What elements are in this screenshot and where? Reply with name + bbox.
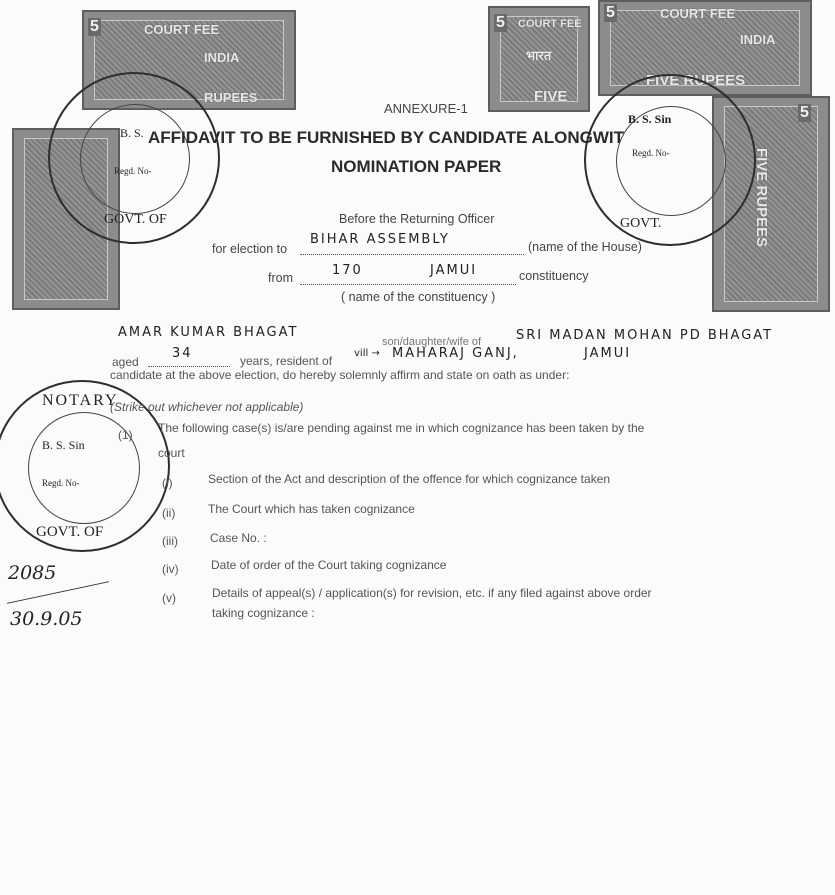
sub-item-num: (iii) xyxy=(162,534,178,548)
sub-item-text: Case No. : xyxy=(210,531,267,545)
seal-reg: Regd. No- xyxy=(114,166,152,176)
sub-item-num: (iv) xyxy=(162,562,179,576)
candidate-name: AMAR KUMAR BHAGAT xyxy=(118,325,299,340)
declaration-line: candidate at the above election, do hereby solemnly affirm and state on oath as under: xyxy=(110,368,570,382)
years-resident-label: years, resident of xyxy=(240,354,333,368)
stamp-bottom-text: FIVE RUPEES xyxy=(646,72,746,89)
sub-item-num: (ii) xyxy=(162,506,176,520)
constituency-note: ( name of the constituency ) xyxy=(341,290,496,304)
son-of-label: son/daughter/wife of xyxy=(382,336,482,348)
sub-item-text: Details of appeal(s) / application(s) for revision, etc. if any filed against above order xyxy=(212,586,652,600)
seal-reg: Regd. No- xyxy=(632,148,670,158)
affidavit-subtitle: NOMINATION PAPER xyxy=(331,157,502,176)
case-text-line1: The following case(s) is/are pending against me in which cognizance has been taken by the xyxy=(158,421,645,435)
residence-value: MAHARAJ GANJ, xyxy=(392,346,519,361)
stamp-middle-text: INDIA xyxy=(204,50,240,65)
stamp-middle-text: भारत xyxy=(526,48,552,63)
constituency-number: 170 xyxy=(332,263,363,278)
stamp-top-text: COURT FEE xyxy=(518,18,582,30)
advocate-seal-top-left xyxy=(48,72,220,244)
aged-label: aged xyxy=(112,355,139,369)
seal-reg: Regd. No- xyxy=(42,478,80,488)
advocate-seal-top-right xyxy=(584,74,756,246)
stamp-middle-text: INDIA xyxy=(740,32,776,47)
age-value: 34 xyxy=(172,346,193,361)
margin-note-date: 30.9.05 xyxy=(10,608,83,630)
father-name: SRI MADAN MOHAN PD BHAGAT xyxy=(516,328,774,343)
stamp-bottom-text: FIVE xyxy=(534,88,568,105)
sub-item-text: Section of the Act and description of the offence for which cognizance taken xyxy=(208,472,611,486)
seal-name: B. S. xyxy=(120,126,144,140)
margin-note-number: 2085 xyxy=(8,562,57,584)
election-prefix: for election to xyxy=(212,242,288,256)
sub-item-text: Date of order of the Court taking cognizance xyxy=(211,558,447,572)
stamp-denomination: 5 xyxy=(606,4,615,21)
seal-govt: GOVT. OF xyxy=(104,212,167,227)
stamp-bottom-text: RUPEES xyxy=(204,90,258,105)
constituency-name: JAMUI xyxy=(430,263,478,278)
election-suffix: (name of the House) xyxy=(528,240,642,254)
sub-item-num: (i) xyxy=(162,476,173,490)
court-fee-stamp-2 xyxy=(488,6,590,112)
vill-label: vill → xyxy=(354,348,380,359)
seal-govt: GOVT. xyxy=(620,216,662,231)
seal-name: B. S. Sin xyxy=(628,112,672,126)
election-value: BIHAR ASSEMBLY xyxy=(310,232,450,247)
from-prefix: from xyxy=(268,271,293,285)
stamp-denomination: 5 xyxy=(496,14,505,31)
notary-word: NOTARY xyxy=(42,392,119,409)
annexure-label: ANNEXURE-1 xyxy=(384,101,468,116)
stamp-top-text: COURT FEE xyxy=(144,22,220,37)
residence-district: JAMUI xyxy=(584,346,632,361)
stamp-denomination: 5 xyxy=(800,104,809,121)
strike-note: (Strike out whichever not applicable) xyxy=(110,400,304,414)
sub-item-text: The Court which has taken cognizance xyxy=(208,502,415,516)
sub-item-num: (v) xyxy=(162,591,176,605)
margin-note-divider xyxy=(7,581,109,604)
from-suffix: constituency xyxy=(519,269,589,283)
case-text-line2: court xyxy=(158,446,185,460)
sub-item-text-continued: taking cognizance : xyxy=(212,606,315,620)
item-number: (1) xyxy=(118,428,133,442)
stamp-top-text: FIVE RUPEES xyxy=(753,148,770,248)
seal-govt: GOVT. OF xyxy=(36,524,104,540)
stamp-denomination: 5 xyxy=(90,18,99,35)
seal-name: B. S. Sin xyxy=(42,438,85,452)
affidavit-title: AFFIDAVIT TO BE FURNISHED BY CANDIDATE ALONGWIT xyxy=(148,128,624,147)
stamp-top-text: COURT FEE xyxy=(660,6,736,21)
before-officer-line: Before the Returning Officer xyxy=(339,212,495,226)
